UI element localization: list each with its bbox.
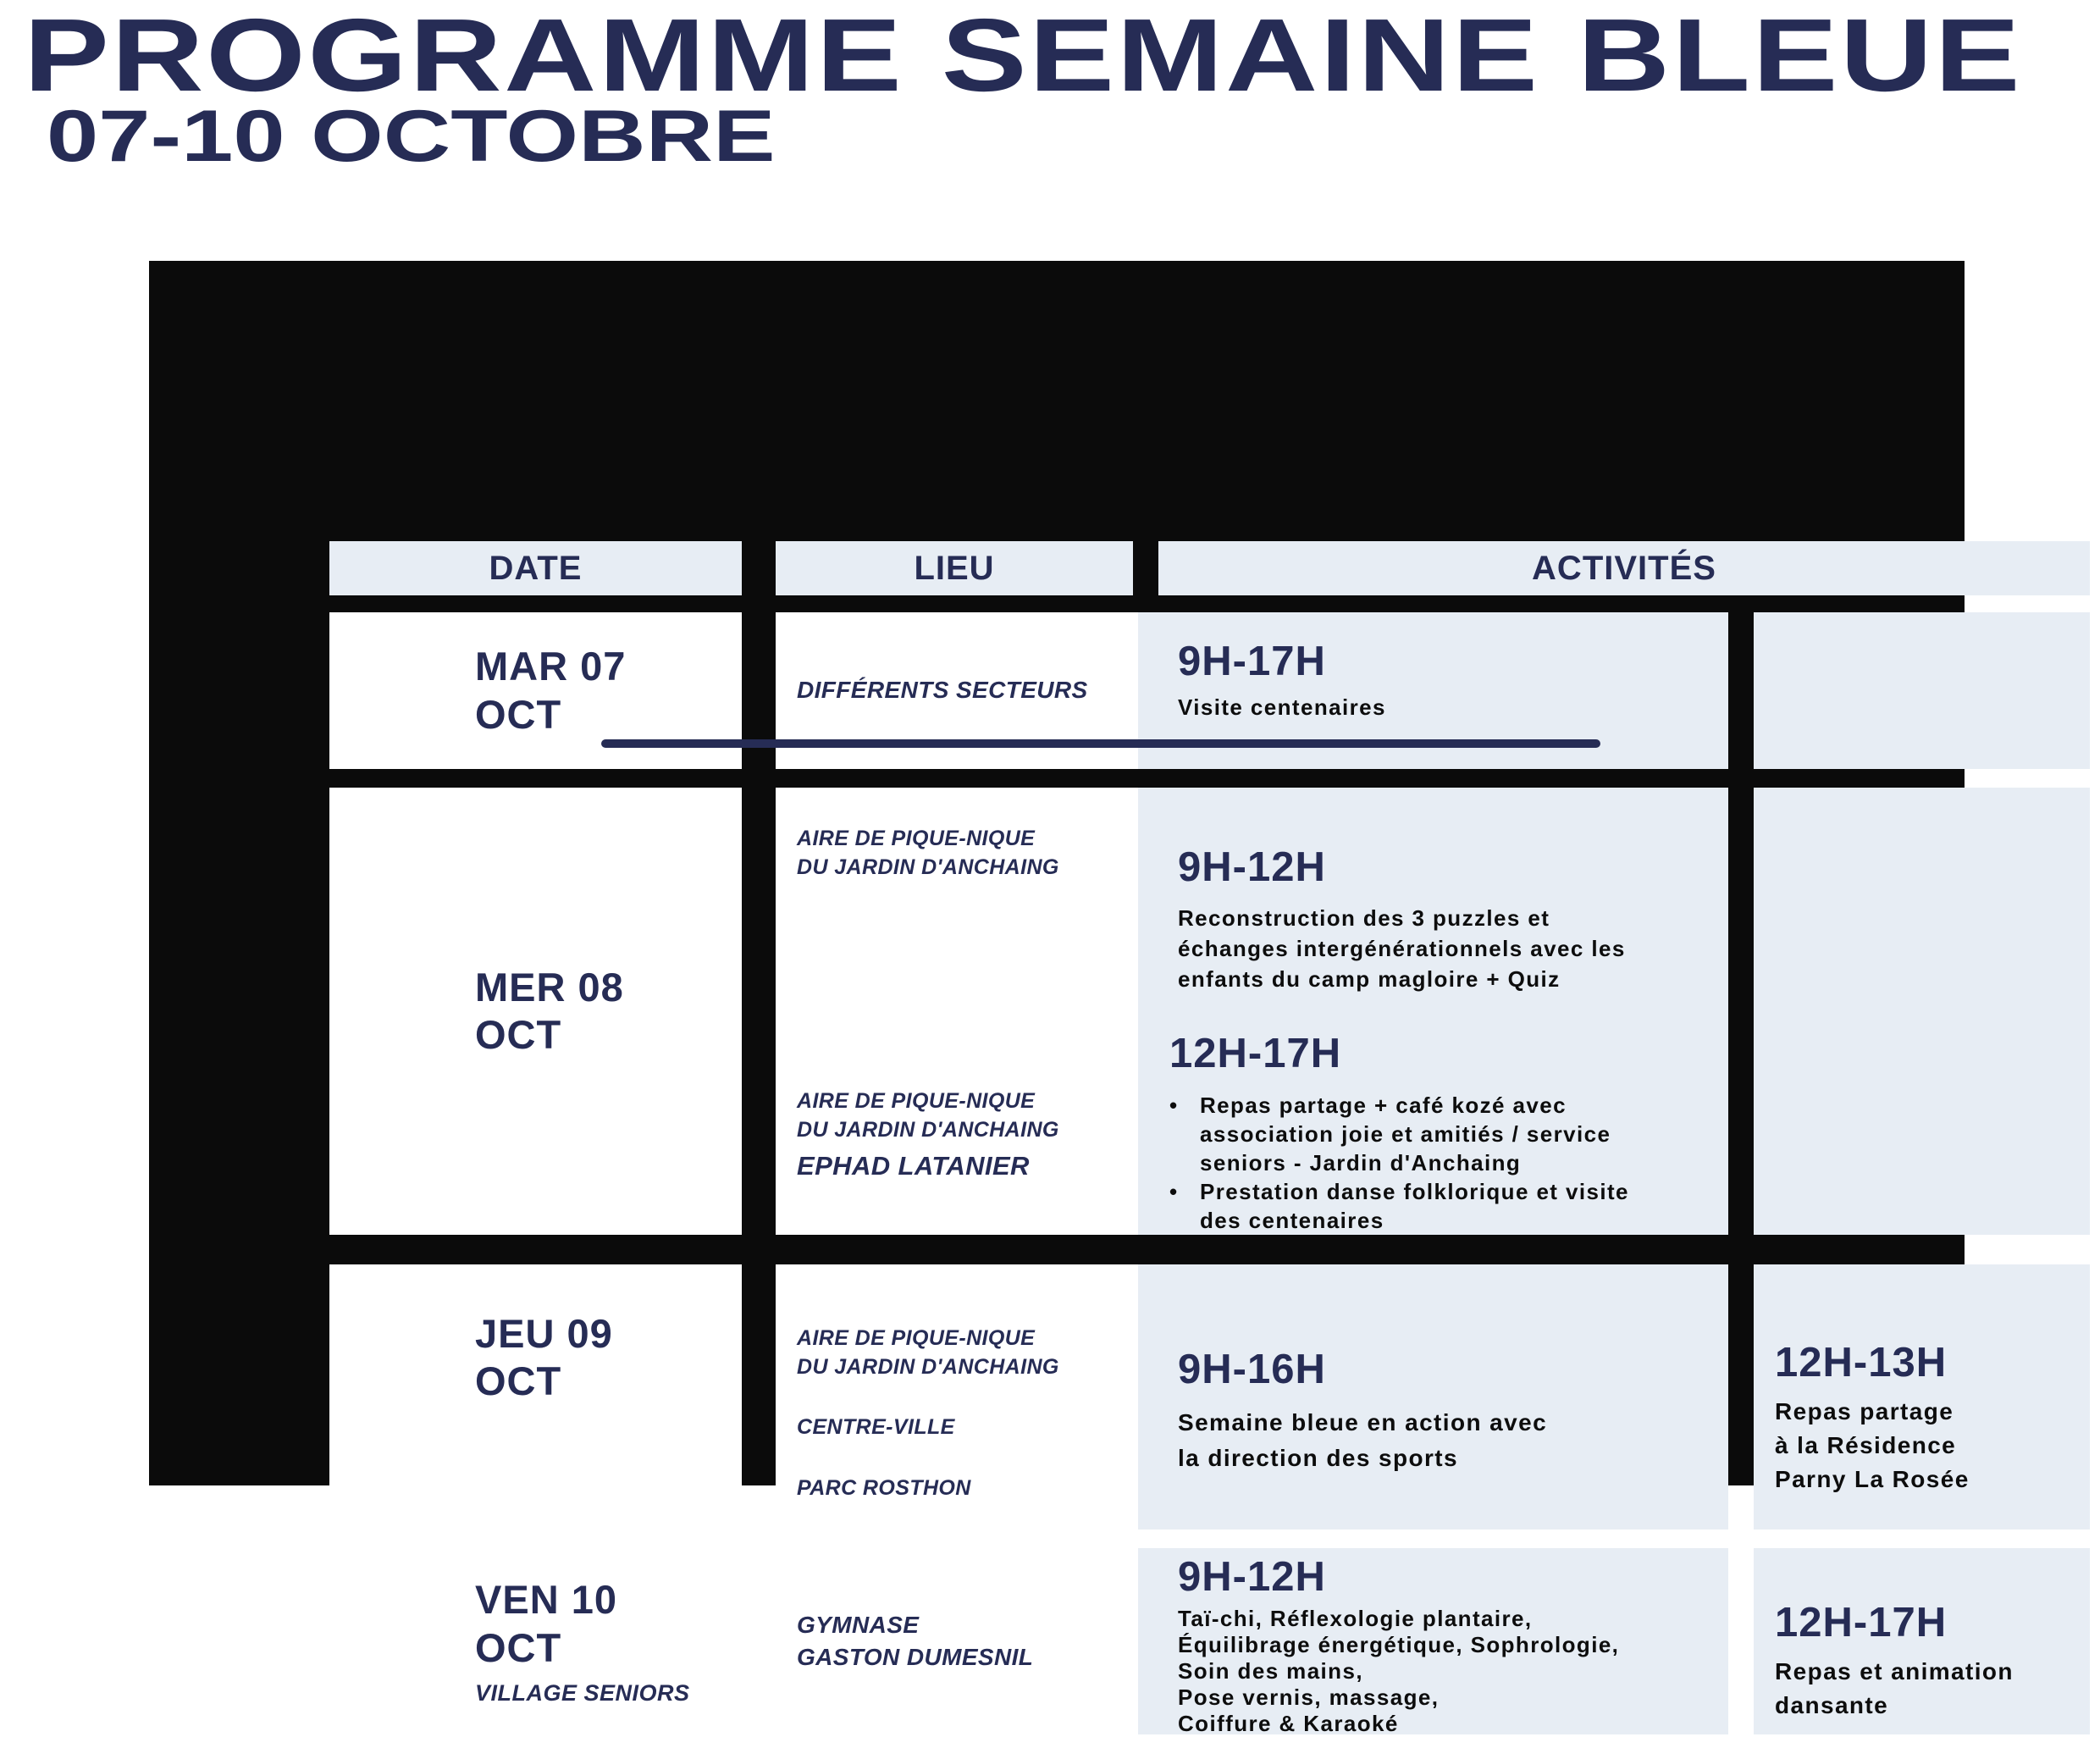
row-ven10-lieu-cell bbox=[776, 1548, 1138, 1734]
lieu-line: AIRE DE PIQUE-NIQUE bbox=[797, 1326, 1036, 1350]
row-mer08-date-cell bbox=[329, 788, 742, 1235]
activity-time: 9H-17H bbox=[1178, 639, 1326, 684]
row-ven10-activity-cell bbox=[1138, 1548, 1728, 1734]
page-title: PROGRAMME SEMAINE BLEUE bbox=[24, 0, 2023, 113]
bullet-item bbox=[1169, 1177, 1629, 1235]
header-cell-date bbox=[329, 541, 742, 595]
lieu-block-afternoon bbox=[797, 1087, 1059, 1183]
activity-line: à la Résidence bbox=[1775, 1431, 1957, 1458]
activity-line: des centenaires bbox=[1200, 1207, 1384, 1233]
lieu-line: DU JARDIN D'ANCHAING bbox=[797, 1118, 1059, 1142]
header-cell-lieu bbox=[776, 541, 1133, 595]
activity-line: échanges intergénérationnels avec les bbox=[1178, 935, 1626, 961]
activity-line: enfants du camp magloire + Quiz bbox=[1178, 965, 1561, 992]
lieu-block bbox=[797, 1324, 1059, 1381]
lieu-line: CENTRE-VILLE bbox=[797, 1415, 955, 1439]
header-activites-label: ACTIVITÉS bbox=[1532, 549, 1716, 587]
header-lieu-label: LIEU bbox=[914, 549, 995, 587]
activity-line: Parny La Rosée bbox=[1775, 1465, 1970, 1492]
bullet-item bbox=[1169, 1091, 1629, 1177]
row-jeu09-activity-cell bbox=[1138, 1264, 1728, 1530]
date-month: OCT bbox=[475, 1358, 562, 1404]
activity-line: Équilibrage énergétique, Sophrologie, bbox=[1178, 1631, 1620, 1657]
activity-line: Visite centenaires bbox=[1178, 694, 1386, 720]
activity-line: Reconstruction des 3 puzzles et bbox=[1178, 904, 1550, 931]
bullet-icon: • bbox=[1169, 1092, 1178, 1118]
activity-afternoon bbox=[1169, 1032, 1629, 1235]
activity-block bbox=[1178, 1347, 1547, 1476]
activity-time: 12H-13H bbox=[1775, 1340, 1948, 1386]
row-mer08-lieu-cell bbox=[776, 788, 1138, 1235]
row-mer08-activity-cell bbox=[1138, 788, 1728, 1235]
lieu-line: AIRE DE PIQUE-NIQUE bbox=[797, 827, 1036, 850]
row-jeu09-side-cell bbox=[1754, 1264, 2090, 1530]
activity-line: dansante bbox=[1775, 1691, 1889, 1718]
activity-morning bbox=[1178, 845, 1626, 994]
row-jeu09-date-cell bbox=[329, 1264, 742, 1530]
date-month: OCT bbox=[475, 1012, 562, 1057]
activity-time: 12H-17H bbox=[1775, 1600, 1948, 1646]
lieu-line: PARC ROSTHON bbox=[797, 1476, 971, 1500]
activity-line: Pose vernis, massage, bbox=[1178, 1684, 1440, 1710]
lieu-line: AIRE DE PIQUE-NIQUE bbox=[797, 1089, 1036, 1113]
date-day: MAR 07 bbox=[475, 644, 627, 689]
activity-line: Prestation danse folklorique et visite bbox=[1200, 1178, 1629, 1204]
activity-line: Repas partage bbox=[1775, 1397, 1954, 1424]
activity-line: Semaine bleue en action avec bbox=[1178, 1408, 1548, 1436]
row-jeu09-lieu-cell bbox=[776, 1264, 1138, 1530]
date-month: OCT bbox=[475, 691, 562, 737]
side-activity-block bbox=[1775, 1601, 2014, 1723]
schedule-table bbox=[149, 261, 2014, 1736]
activity-time: 9H-12H bbox=[1178, 844, 1326, 890]
header-cell-activites bbox=[1158, 541, 2090, 595]
activity-line: Taï-chi, Réflexologie plantaire, bbox=[1178, 1605, 1533, 1631]
lieu-line: GASTON DUMESNIL bbox=[797, 1644, 1034, 1670]
activity-line: seniors - Jardin d'Anchaing bbox=[1200, 1149, 1522, 1176]
bullet-icon: • bbox=[1169, 1178, 1178, 1204]
lieu-line-ephad: EPHAD LATANIER bbox=[797, 1151, 1030, 1181]
header-date-label: DATE bbox=[489, 549, 583, 587]
date-month: OCT bbox=[475, 1624, 562, 1670]
date-day: MER 08 bbox=[475, 964, 624, 1010]
activity-time: 9H-12H bbox=[1178, 1554, 1326, 1600]
page-subtitle: 07-10 OCTOBRE bbox=[47, 96, 776, 177]
row-ven10-date-cell bbox=[329, 1548, 742, 1734]
row-mar07-side-cell bbox=[1754, 612, 2090, 769]
lieu-line: DU JARDIN D'ANCHAING bbox=[797, 855, 1059, 879]
activity-time: 9H-16H bbox=[1178, 1347, 1326, 1392]
activity-line: association joie et amitiés / service bbox=[1200, 1120, 1611, 1147]
date-note: VILLAGE SENIORS bbox=[475, 1679, 690, 1706]
activity-line: Repas partage + café kozé avec bbox=[1200, 1092, 1567, 1118]
mer08-subrow-divider bbox=[601, 739, 1600, 748]
date-day: VEN 10 bbox=[475, 1577, 617, 1623]
row-mer08-side-cell bbox=[1754, 788, 2090, 1235]
lieu-block-morning bbox=[797, 824, 1059, 882]
activity-line: Repas et animation bbox=[1775, 1657, 2014, 1684]
lieu-line: DIFFÉRENTS SECTEURS bbox=[797, 677, 1088, 704]
row-ven10-side-cell bbox=[1754, 1548, 2090, 1734]
activity-time: 12H-17H bbox=[1169, 1031, 1342, 1076]
activity-line: Soin des mains, bbox=[1178, 1657, 1363, 1684]
side-activity-block bbox=[1775, 1341, 1970, 1496]
lieu-line: GYMNASE bbox=[797, 1611, 920, 1638]
activity-line: la direction des sports bbox=[1178, 1444, 1458, 1471]
lieu-line: DU JARDIN D'ANCHAING bbox=[797, 1355, 1059, 1379]
date-day: JEU 09 bbox=[475, 1311, 613, 1356]
activity-line: Coiffure & Karaoké bbox=[1178, 1710, 1399, 1736]
